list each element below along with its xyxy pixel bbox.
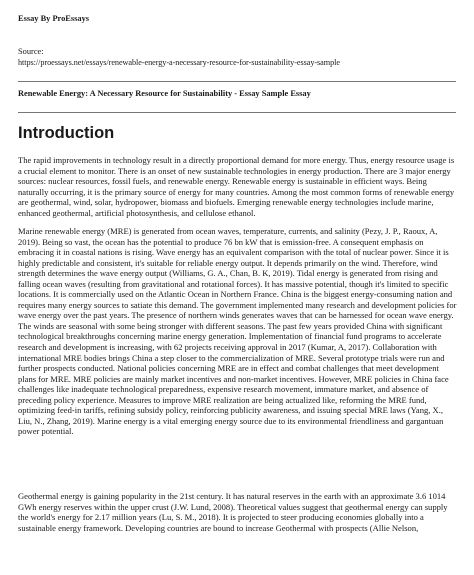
paragraph-2: Marine renewable energy (MRE) is generated from ocean waves, temperature, currents, and salinity (Pezy, J. P., Raoux, A, 2019). Being so vast, the ocean has the potential to produce 76 bn kW that is emission-free. A consequent emphasis on embracing it in coastal nations is rising. Wave energy has an equivalent comparison with the total of nuclear power. Since it is highly predictable and consistent, it's suitable for reliable energy output. It depends primarily on the wind. Therefore, wind strength determines the wave energy output (Williams, G. A., Chan, B. K, 2019). Tidal energy is generated from rising and falling ocean waves (resulting from gravitational and rotational forces). It has massive potential, though it's limited to specific locations. It is commercially used on the Atlantic Ocean in Northern France. China is the biggest energy-consuming nation and requires many energy sources to satiate this demand. The government implemented many research and development policies for wave energy over the past years. The presence of northern winds generates waves that can be harnessed for ocean wave energy. The winds are seasonal with some being stronger with different seasons. The past few years provided China with significant technological breakthroughs concerning marine energy generation. Implementation of financial fund programs to accelerate research and development is increasing, with 62 projects receiving approval in 2017 (Kumar, A, 2017). Collaboration with international MRE bodies brings China a step closer to the commercialization of MRE. Several prototype trials were run and further prospects conducted. National policies concerning MRE are in effect and combat challenges that meet development plans for MRE. MRE policies are mainly market incentives and non-market incentives. However, MRE policies in China face challenges like inadequate technological preparedness, expensive research movement, immature market, and absence of preceding policy experience. Measures to improve MRE realization are being actualized like, reforming the MRE fund, optimizing feed-in tariffs, refining subsidy policy, reinforcing publicity awareness, and issuing special MRE laws (Yang, X., Liu, N., Zhang, 2019). Marine energy is a vital emerging energy source due to its environmental friendliness and gargantuan power potential. bbox=[18, 226, 457, 437]
divider-bottom bbox=[18, 112, 456, 113]
paragraph-3: Geothermal energy is gaining popularity in the 21st century. It has natural reserves in the earth with an approximate 3.6 1014 GWh energy reserves within the upper crust (J.W. Lund, 2008). Theoretical values suggest that geothermal energy can supply the world's energy for 2.17 million years (Lu, S. M., 2018). It is projected to steer producing economies globally into a sustainable energy framework. Developing countries are bound to increase Geothermal with prospects (Allie Nelson, bbox=[18, 491, 448, 533]
divider-top bbox=[18, 81, 456, 82]
section-heading: Introduction bbox=[18, 124, 115, 142]
source-label: Source: bbox=[18, 47, 44, 56]
source-link[interactable]: https://proessays.net/essays/renewable-energy-a-necessary-resource-for-sustainability-essay-sample bbox=[18, 58, 340, 67]
brand-name: Essay By ProEssays bbox=[18, 14, 90, 23]
document-title: Renewable Energy: A Necessary Resource for Sustainability - Essay Sample Essay bbox=[18, 89, 311, 98]
paragraph-1: The rapid improvements in technology result in a directly proportional demand for more energy. Thus, energy resource usage is a crucial element to monitor. There is an onset of new sustainable technologies in energy production. There are 3 major energy sources: nuclear resources, fossil fuels, and renewable energy. Renewable energy is sustainable in efficient ways. Being naturally occurring, it is the primary source of energy for many countries. Among the most common forms of renewable energy are geothermal, wind, solar, hydropower, biomass and biofuels. Emerging renewable energy technologies include marine, enhanced geothermal, artificial photosynthesis, and cellulose ethanol. bbox=[18, 155, 455, 218]
